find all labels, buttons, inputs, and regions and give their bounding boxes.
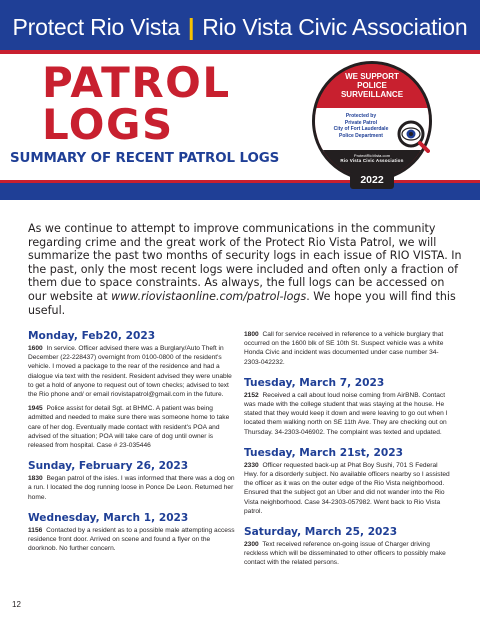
entry-date: Monday, Feb20, 2023 xyxy=(28,330,156,342)
page-subtitle: SUMMARY OF RECENT PATROL LOGS xyxy=(10,151,280,166)
header-title xyxy=(0,0,480,54)
badge-police: Police Department xyxy=(339,132,383,139)
log-entry xyxy=(28,526,236,554)
log-entry xyxy=(28,344,236,399)
log-time: 1830 xyxy=(28,475,43,483)
intro-text: As we continue to attempt to improve communications in the community regarding crime and the great work of the Protect Rio Vista Patrol, we will summarize the past two months of security logs in each issue of RIO VISTA. In the past, only the most recent logs were included and often only a fraction of them due to space constraints. As always, the full logs can be accessed on our website at xyxy=(28,222,462,303)
badge-website: ProtectRioVista.com xyxy=(353,153,391,158)
log-time: 1600 xyxy=(28,345,43,352)
intro-text-end: . We hope you will find this useful. xyxy=(28,289,456,317)
log-time: 2300 xyxy=(244,541,259,549)
log-time: 2152 xyxy=(244,391,259,399)
badge-protected-text xyxy=(325,113,397,139)
log-text: Text received reference on-going issue of Charger driving reckless which will be disseminated to other officers to possibly make contact with the related persons. xyxy=(244,541,446,567)
entry-date: Sunday, February 26, 2023 xyxy=(28,460,189,473)
page-title-line2: LOGS xyxy=(42,100,174,149)
log-text: In service. Officer advised there was a Burglary/Auto Theft in December (22-228437) overnight from 0100-0800 of the resident's vehicle. I moved a package to the rear of the residence and had a dialogue via text with the resident. Resident advised they were unable to get a hold of anyone to request out of town checks; advised to text the Rio phone and/ or email riovistapatrol@gmail.com in the future. xyxy=(28,345,232,399)
log-entry xyxy=(28,404,236,450)
log-entry xyxy=(244,540,452,568)
log-text: Police assist for detail Sgt. at BHMC. A patient was being admitted and needed to make sure there was someone home to take care of her dog. Eventually made contact with resident's POA and advised of the situation; POA will take care of dog until owner is released from hospital. Case # 23-035446 xyxy=(28,405,230,450)
entry-date: Wednesday, March 1, 2023 xyxy=(28,511,189,524)
intro-paragraph xyxy=(28,222,464,317)
log-time: 1800 xyxy=(244,331,259,338)
log-time: 1945 xyxy=(28,405,43,413)
log-text: Began patrol of the isles. I was informed that there was a dog on a run. I located the dog running loose in Ponce De Leon. Returned her home. xyxy=(28,475,235,501)
entry-date: Tuesday, March 21st, 2023 xyxy=(244,446,404,459)
badge-patrol: Private Patrol xyxy=(344,119,378,126)
badge-protected-by: Protected by xyxy=(345,113,377,119)
left-column xyxy=(28,330,236,558)
badge-line1: WE SUPPORT xyxy=(345,72,399,81)
badge-city: City of Fort Lauderdale xyxy=(333,126,389,132)
surveillance-badge xyxy=(312,61,432,189)
badge-line2: POLICE xyxy=(357,81,387,90)
log-entry xyxy=(28,474,236,502)
badge-top xyxy=(315,64,429,108)
header-separator: | xyxy=(188,13,195,40)
entry-date: Tuesday, March 7, 2023 xyxy=(244,376,385,389)
badge-line3: SURVEILLANCE xyxy=(340,90,404,99)
right-column xyxy=(244,330,452,573)
log-text: Contacted by a resident as to a possible male attempting access residence front door. Arrived on scene and found a flyer on the doorknob. No further concern. xyxy=(28,526,235,553)
header-title-left: Protect Rio Vista xyxy=(12,13,181,40)
log-time: 1156 xyxy=(28,526,43,534)
badge-org: Rio Vista Civic Association xyxy=(340,158,404,163)
log-text: Call for service received in reference to a vehicle burglary that occurred on the 1600 blk of SE 10th St. Suspect vehicle was a white Honda Civic and incident was documented under case number 34-2303-042232. xyxy=(244,331,444,366)
header-title-right: Rio Vista Civic Association xyxy=(202,13,468,40)
entry-date: Saturday, March 25, 2023 xyxy=(244,526,398,539)
log-text: Officer requested back-up at Phat Boy Sushi, 701 S Federal Hwy. for a disorderly subject. No available officers nearby so I assisted the officer as it was on the outer edge of the Rio Vista neighborhood. Ensured that the subject got an Uber and did not wander into the Rio Vista neighborhood. Case 34-2303-057982. Went back to Rio Vista patrol. xyxy=(244,461,450,515)
log-entry xyxy=(244,461,452,516)
patrol-logs-link[interactable]: www.riovistaonline.com/patrol-logs xyxy=(111,289,307,303)
page-number: 12 xyxy=(12,600,21,609)
page-title-line1: PATROL xyxy=(42,58,231,107)
page-title xyxy=(42,58,231,149)
badge-year: 2022 xyxy=(350,172,394,189)
log-time: 2330 xyxy=(244,461,259,469)
eye-icon xyxy=(396,119,430,153)
log-entry xyxy=(244,391,452,437)
log-text: Received a call about loud noise coming from AirBNB. Contact was made with the college student that was staying at the house. He stated that they would keep it down and were leaving to go out when I located them walking north on SE 11th Ave. They are checking out on Thursday. 34-2303-046902. The complaint was texted and updated. xyxy=(244,391,448,436)
log-entry xyxy=(244,330,452,367)
